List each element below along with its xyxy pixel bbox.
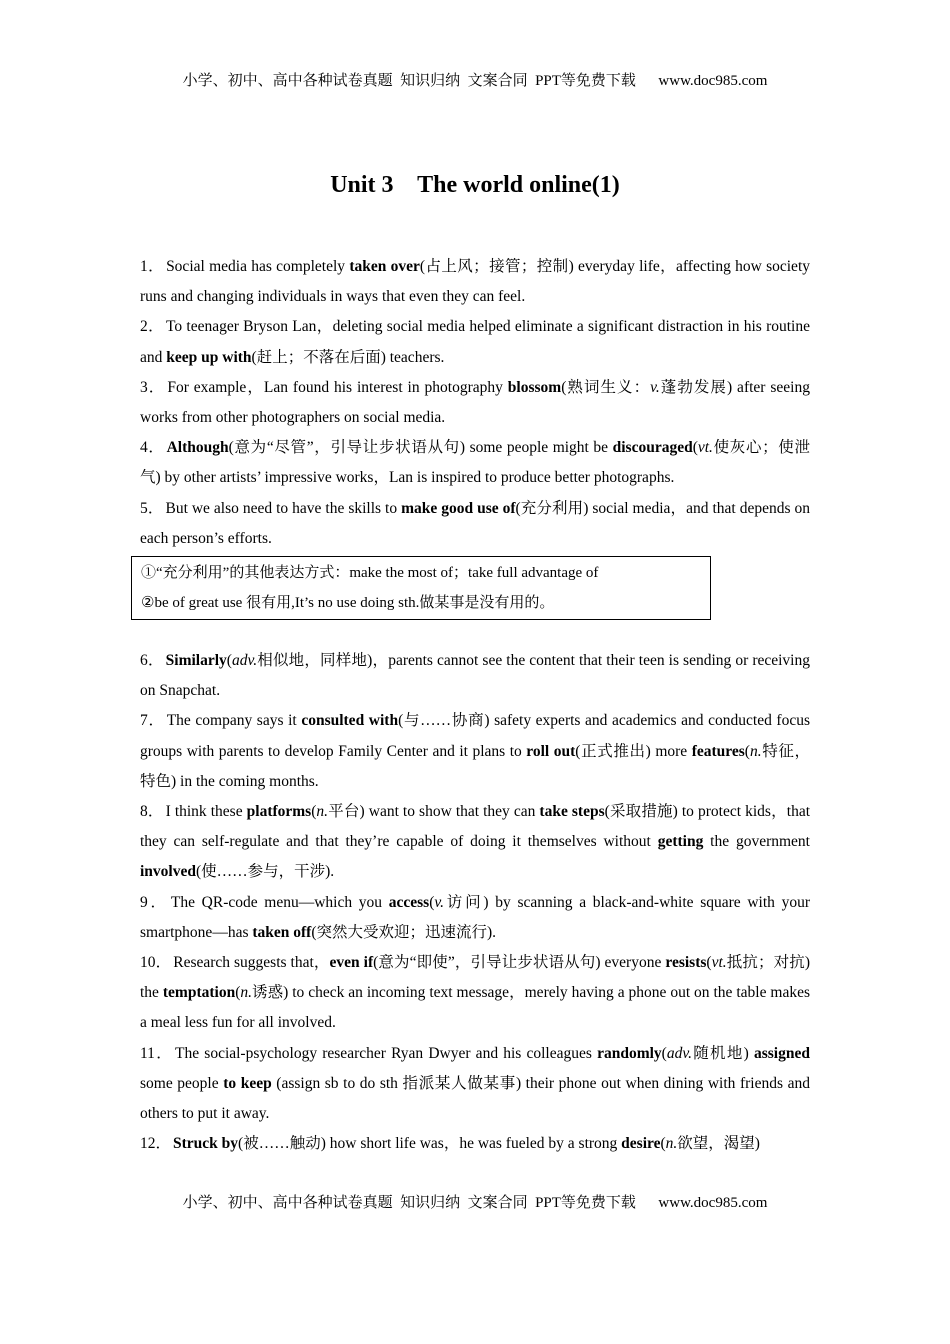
- key-phrase: make good use of: [401, 499, 516, 517]
- key-phrase: blossom: [507, 378, 562, 396]
- key-phrase: assigned: [753, 1044, 810, 1062]
- sentence-text: 欲望，渴望): [677, 1135, 760, 1153]
- sentence-text: 抵抗；对抗) the: [140, 954, 810, 1002]
- sentence-text: 相似地，同样地)，parents cannot see the content that their teen is sending or receiving on Snapchat.: [140, 652, 810, 700]
- sentence-text: (: [429, 893, 435, 911]
- sentence-text: (: [661, 1044, 667, 1062]
- sentence-text: 随机地): [691, 1044, 754, 1062]
- sentence-text: For example，Lan found his interest in photography: [167, 378, 508, 396]
- key-phrase: to keep: [223, 1074, 272, 1092]
- key-phrase: keep up with: [166, 348, 252, 366]
- sentence-text: (占上风；接管；控制) everyday life，affecting how society runs and changing individuals in ways that even they can feel.: [140, 258, 810, 306]
- key-phrase: taken over: [349, 258, 420, 275]
- sentence-number: 4．: [140, 439, 165, 457]
- note-line-1: ①“充分利用”的其他表达方式：make the most of；take full advantage of: [141, 565, 599, 582]
- part-of-speech: adv.: [666, 1044, 692, 1062]
- sentence-text: (与……协商) safety experts and academics and conducted focus groups with parents to develop Family Center and it plans to: [140, 712, 810, 760]
- key-phrase: Similarly: [165, 652, 227, 670]
- sentence-4: [140, 433, 810, 493]
- part-of-speech: vt.: [711, 954, 727, 972]
- sentence-number: 3．: [140, 378, 166, 396]
- key-phrase: consulted with: [301, 712, 399, 730]
- part-of-speech: vt.: [697, 439, 713, 457]
- sentence-number: 8．: [140, 803, 164, 821]
- sentence-text: The QR-code menu—which you: [170, 893, 389, 911]
- page-header: 小学、初中、高中各种试卷真题 知识归纳 文案合同 PPT等免费下载 www.doc985.com: [182, 73, 768, 89]
- sentence-10: [140, 948, 810, 1039]
- sentence-text: (: [744, 742, 750, 760]
- sentence-text: (采取措施) to protect kids，that they can self-regulate and that they’re capable of doing it themselves without: [140, 803, 811, 851]
- sentence-7: [140, 706, 810, 797]
- sentence-text: 平台) want to show that they can: [328, 803, 540, 821]
- key-phrase: roll out: [526, 742, 576, 760]
- sentence-text: (assign sb to do sth 指派某人做某事) their phone out when dining with friends and others to put it away.: [140, 1074, 810, 1123]
- part-of-speech: n.: [665, 1135, 678, 1153]
- key-phrase: discouraged: [612, 439, 693, 457]
- sentence-text: (意为“即使”，引导让步状语从句) everyone: [373, 954, 666, 972]
- sentence-11: [140, 1039, 810, 1130]
- sentence-number: 10．: [140, 954, 172, 972]
- part-of-speech: n.: [240, 984, 252, 1002]
- sentence-text: the government: [703, 833, 810, 851]
- sentence-2: [140, 312, 810, 372]
- sentence-text: 蓬勃发展) after seeing works from other photographers on social media.: [140, 378, 810, 427]
- sentence-text: I think these: [165, 803, 247, 821]
- key-phrase: involved: [140, 863, 196, 881]
- sentence-text: 使灰心；使泄气) by other artists’ impressive works，Lan is inspired to produce better photographs.: [140, 439, 810, 487]
- sentence-number: 7．: [140, 712, 165, 730]
- sentence-text: some people: [140, 1074, 224, 1092]
- part-of-speech: v.: [650, 378, 660, 396]
- page-title: Unit 3 The world online(1): [330, 172, 620, 198]
- sentence-12: [140, 1129, 810, 1159]
- sentence-text: The company says it: [166, 712, 302, 730]
- sentence-text: (充分利用) social media，and that depends on each person’s efforts.: [140, 499, 810, 547]
- sentence-number: 2．: [140, 318, 165, 336]
- sentence-text: (: [706, 954, 712, 972]
- key-phrase: Although: [166, 439, 229, 457]
- sentence-text: 访问) by scanning a black-and-white square with your smartphone—has: [140, 893, 810, 941]
- sentence-5: [140, 494, 810, 554]
- sentence-text: Social media has completely: [166, 258, 350, 275]
- sentence-3: [140, 373, 810, 433]
- sentence-text: (赶上；不落在后面) teachers.: [251, 348, 445, 366]
- sentence-list: [140, 252, 810, 1159]
- part-of-speech: n.: [316, 803, 329, 821]
- sentence-8: [140, 797, 810, 888]
- page-footer: 小学、初中、高中各种试卷真题 知识归纳 文案合同 PPT等免费下载 www.doc985.com: [182, 1195, 768, 1211]
- key-phrase: randomly: [597, 1044, 662, 1062]
- sentence-text: (意为“尽管”，引导让步状语从句) some people might be: [228, 439, 613, 457]
- key-phrase: features: [691, 742, 745, 760]
- sentence-9: [140, 888, 810, 948]
- part-of-speech: adv.: [231, 652, 258, 670]
- sentence-text: (: [226, 652, 232, 670]
- key-phrase: desire: [621, 1135, 661, 1153]
- sentence-number: 11．: [140, 1044, 174, 1062]
- sentence-text: (被……触动) how short life was，he was fueled by a strong: [238, 1135, 622, 1153]
- sentence-number: 5．: [140, 499, 164, 517]
- key-phrase: even if: [329, 954, 374, 972]
- sentence-1: [140, 252, 810, 312]
- sentence-text: (: [235, 984, 241, 1002]
- key-phrase: access: [388, 893, 430, 911]
- sentence-text: The social-psychology researcher Ryan Dwyer and his colleagues: [175, 1044, 598, 1062]
- key-phrase: resists: [665, 954, 707, 972]
- note-box: [131, 556, 711, 620]
- sentence-number: 6．: [140, 652, 164, 670]
- note-line-2: ②be of great use 很有用,It’s no use doing sth.做某事是没有用的。: [141, 595, 555, 612]
- sentence-text: (正式推出) more: [575, 742, 692, 760]
- sentence-6: [140, 646, 810, 706]
- sentence-text: Research suggests that，: [173, 954, 330, 972]
- sentence-number: 9．: [140, 893, 169, 911]
- part-of-speech: v.: [434, 893, 444, 911]
- sentence-text: (熟词生义：: [561, 378, 651, 396]
- sentence-text: 特征，特色) in the coming months.: [140, 742, 810, 790]
- key-phrase: take steps: [539, 803, 605, 821]
- sentence-text: (使……参与，干涉).: [195, 863, 335, 881]
- sentence-number: 12．: [140, 1135, 172, 1153]
- sentence-number: 1．: [140, 258, 165, 275]
- key-phrase: taken off: [252, 923, 312, 941]
- key-phrase: temptation: [162, 984, 236, 1002]
- key-phrase: getting: [657, 833, 704, 851]
- sentence-text: 诱惑) to check an incoming text message，merely having a phone out on the table makes a meal less fun for all involved.: [140, 984, 811, 1032]
- key-phrase: platforms: [246, 803, 312, 821]
- part-of-speech: n.: [749, 742, 762, 760]
- sentence-text: But we also need to have the skills to: [165, 499, 402, 517]
- sentence-text: (突然大受欢迎；迅速流行).: [311, 923, 497, 941]
- sentence-text: (: [660, 1135, 666, 1153]
- key-phrase: Struck by: [173, 1135, 239, 1153]
- sentence-text: (: [692, 439, 698, 457]
- sentence-text: To teenager Bryson Lan，deleting social media helped eliminate a significant distraction in his routine and: [140, 318, 810, 366]
- sentence-text: (: [311, 803, 317, 821]
